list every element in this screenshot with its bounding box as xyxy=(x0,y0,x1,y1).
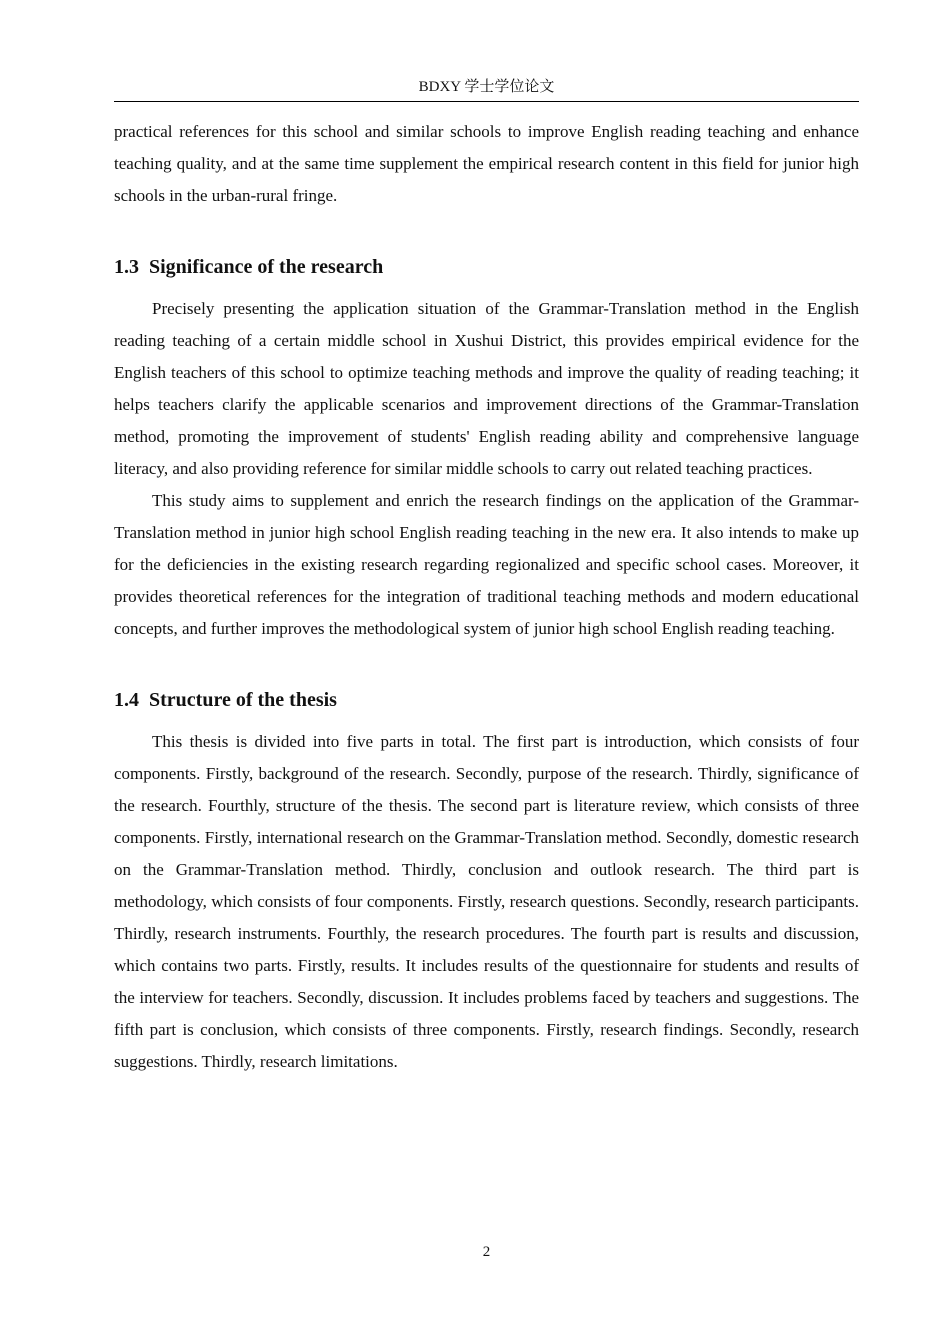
page-number: 2 xyxy=(482,1244,491,1260)
section-heading-1-4 xyxy=(114,686,859,714)
intro-continuation-paragraph: practical references for this school and similar schools to improve English reading teaching and enhance teaching quality, and at the same time supplement the empirical research content in this field for junior high schools in the urban-rural fringe. xyxy=(114,122,859,205)
running-header xyxy=(114,76,859,102)
section-number: 1.4 xyxy=(114,689,139,711)
significance-paragraph-1: Precisely presenting the application situation of the Grammar-Translation method in the English reading teaching of a certain middle school in Xushui District, this provides empirical evidence for the English teachers of this school to optimize teaching methods and improve the quality of reading teaching; it helps teachers clarify the applicable scenarios and improvement directions of the Grammar-Translation method, promoting the improvement of students' English reading ability and comprehensive language literacy, and also providing reference for similar middle schools to carry out related teaching practices. xyxy=(114,299,859,478)
section-title: Significance of the research xyxy=(149,256,384,278)
structure-paragraph: This thesis is divided into five parts in total. The first part is introduction, which consists of four components. Firstly, background of the research. Secondly, purpose of the research. Thirdly, significance of the research. Fourthly, structure of the thesis. The second part is literature review, which consists of three components. Firstly, international research on the Grammar-Translation method. Secondly, domestic research on the Grammar-Translation method. Thirdly, conclusion and outlook research. The third part is methodology, which consists of four components. Firstly, research questions. Secondly, research participants. Thirdly, research instruments. Fourthly, the research procedures. The fourth part is results and discussion, which contains two parts. Firstly, results. It includes results of the questionnaire for students and results of the interview for teachers. Secondly, discussion. It includes problems faced by teachers and suggestions. The fifth part is conclusion, which consists of three components. Firstly, research findings. Secondly, research suggestions. Thirdly, research limitations. xyxy=(114,732,859,1071)
section-number: 1.3 xyxy=(114,256,139,278)
significance-paragraph-2: This study aims to supplement and enrich the research findings on the application of the Grammar-Translation method in junior high school English reading teaching in the new era. It also intends to make up for the deficiencies in the existing research regarding regionalized and specific school cases. Moreover, it provides theoretical references for the integration of traditional teaching methods and modern educational concepts, and further improves the methodological system of junior high school English reading teaching. xyxy=(114,491,859,638)
running-header-title: BDXY 学士学位论文 xyxy=(418,79,555,95)
section-heading-1-3 xyxy=(114,253,859,281)
section-title: Structure of the thesis xyxy=(149,689,337,711)
page-body xyxy=(114,116,859,1078)
